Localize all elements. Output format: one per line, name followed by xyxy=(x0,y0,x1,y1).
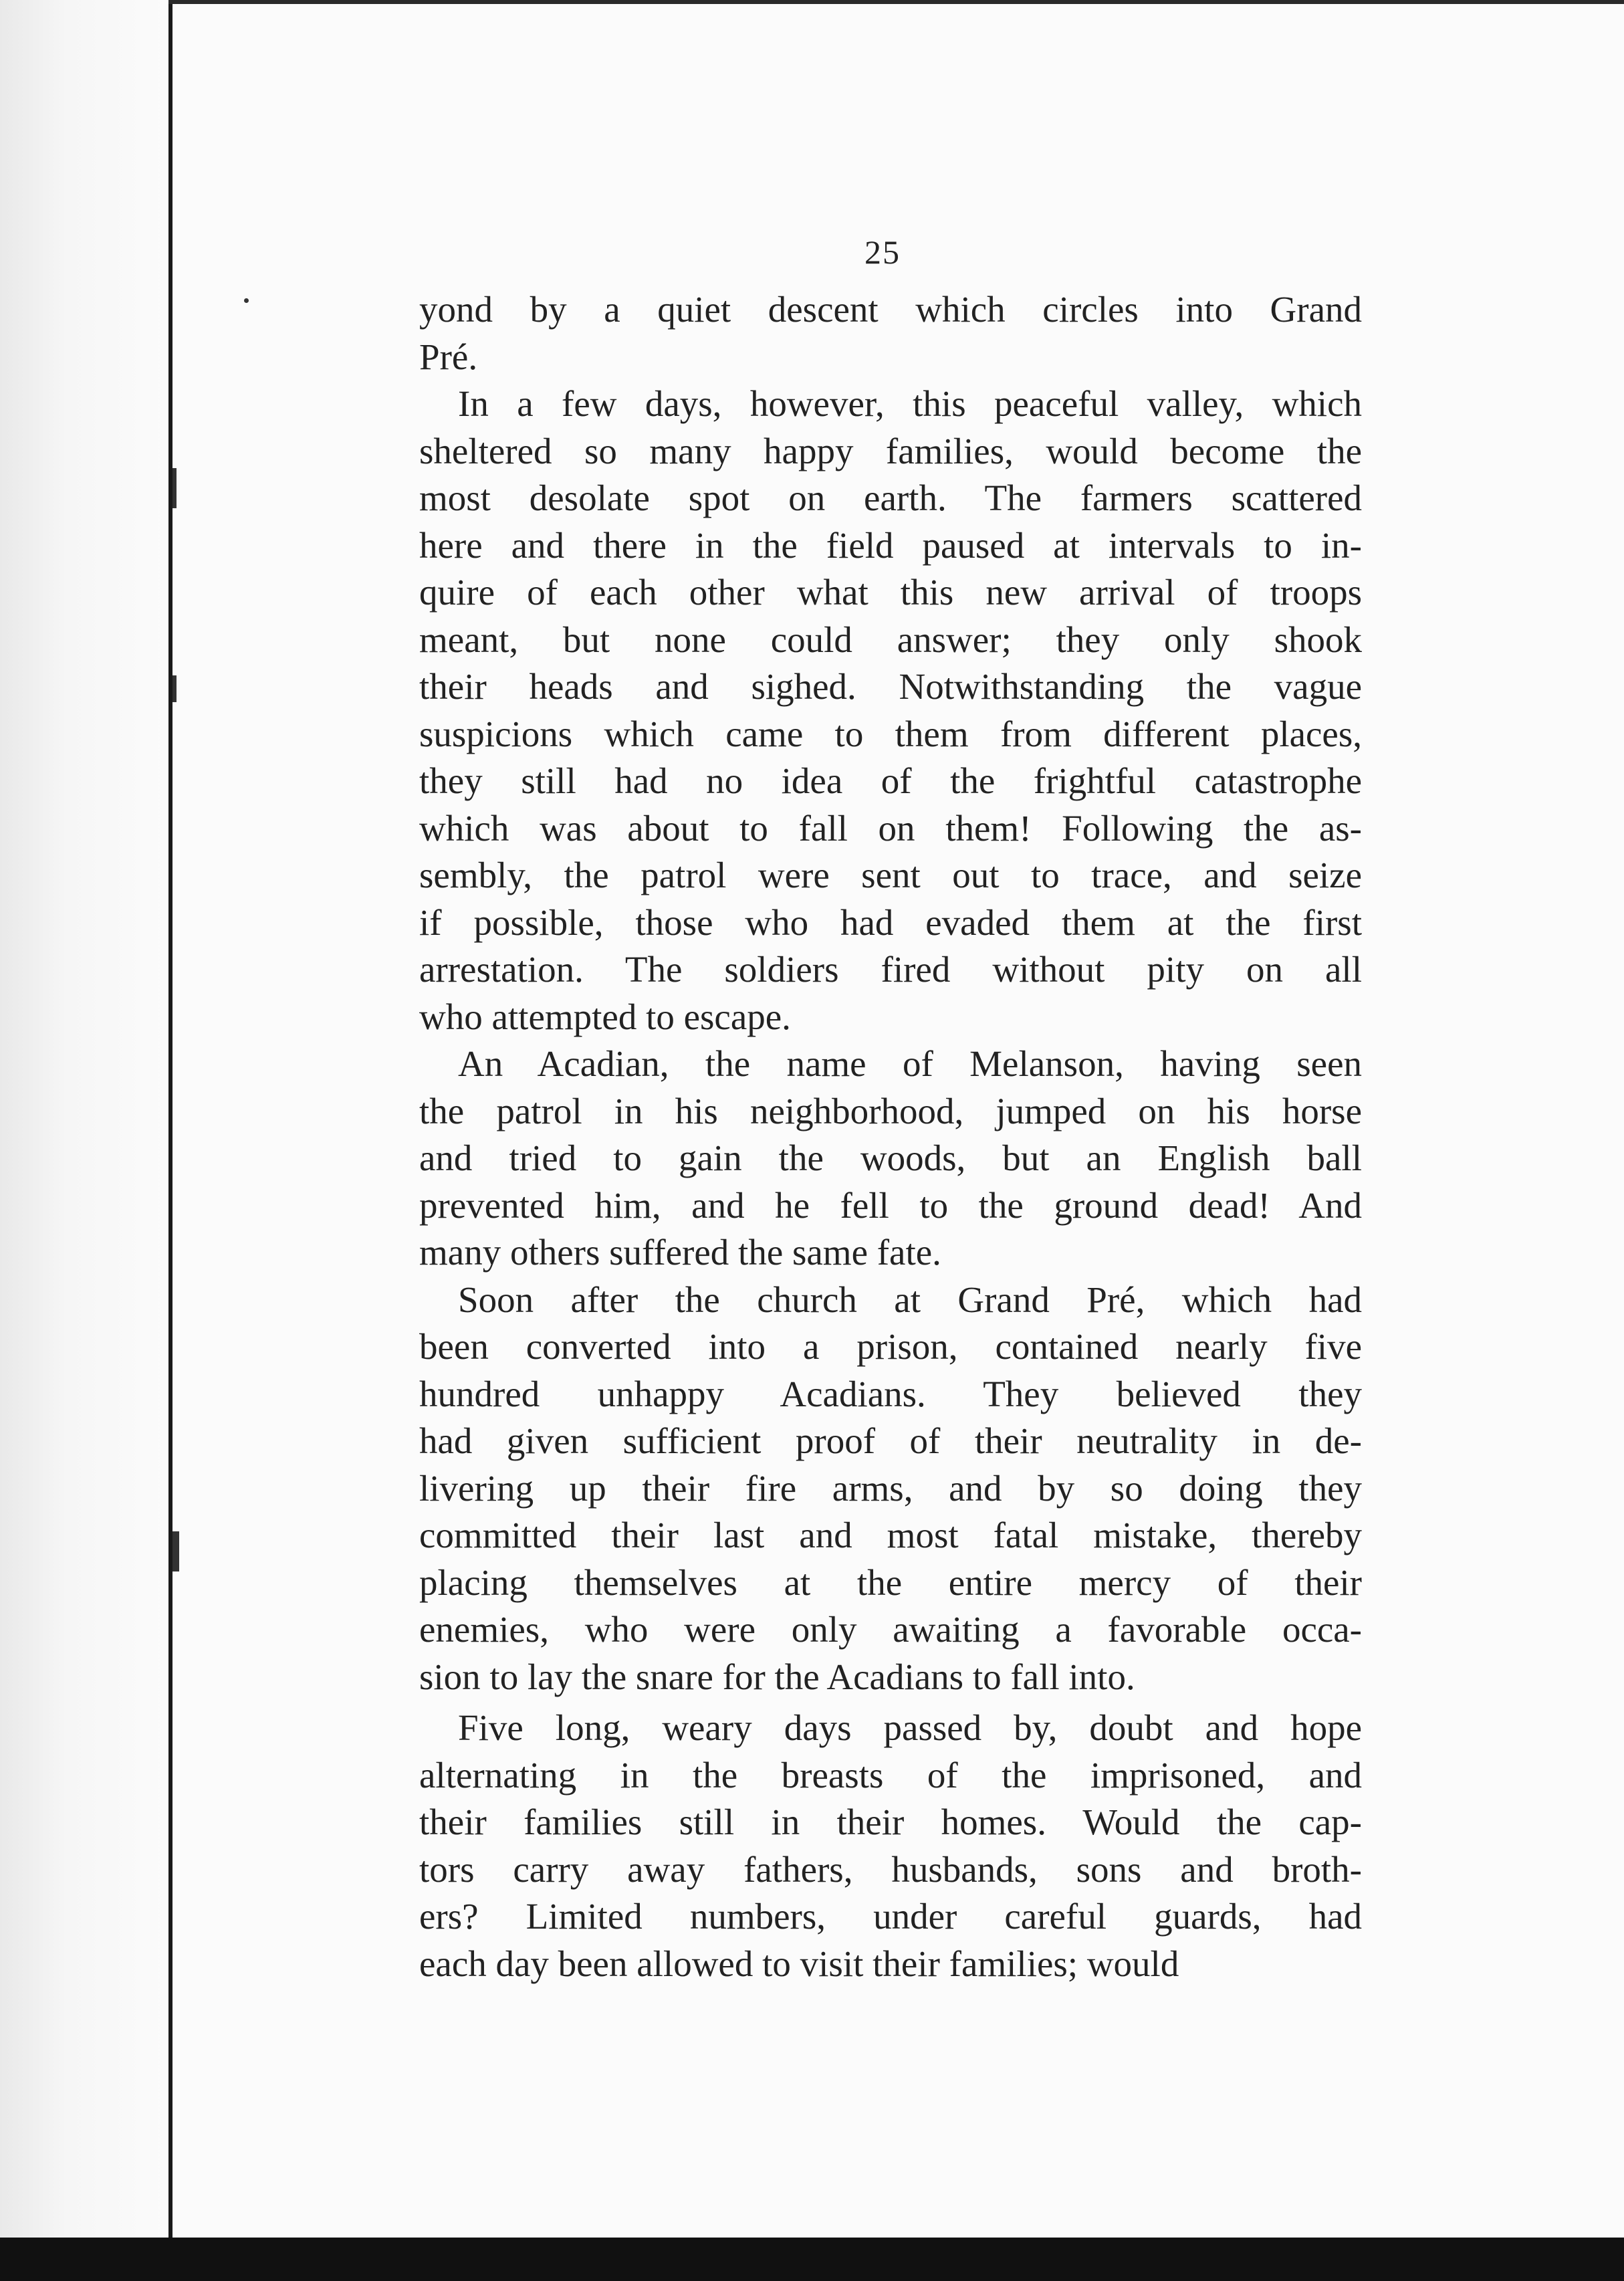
text-line: the patrol in his neighborhood, jumped on his horse xyxy=(419,1090,1362,1131)
text-line: ers? Limited numbers, under careful guards, had xyxy=(419,1896,1362,1937)
text-line: and tried to gain the woods, but an English ball xyxy=(419,1137,1362,1178)
text-line: had given sufficient proof of their neutrality in de- xyxy=(419,1420,1362,1461)
bottom-scan-border xyxy=(0,2238,1624,2281)
text-line: yond by a quiet descent which circles into Grand xyxy=(419,289,1362,330)
text-line: most desolate spot on earth. The farmers scattered xyxy=(419,477,1362,518)
text-line: alternating in the breasts of the imprisoned, and xyxy=(419,1754,1362,1796)
text-line: arrestation. The soldiers fired without pity on all xyxy=(419,949,1362,990)
text-line: placing themselves at the entire mercy of their xyxy=(419,1561,1362,1603)
spine-shadow xyxy=(0,0,167,2281)
text-line: In a few days, however, this peaceful valley, which xyxy=(458,383,1362,424)
text-line: livering up their fire arms, and by so doing they xyxy=(419,1467,1362,1509)
text-line: their heads and sighed. Notwithstanding the vague xyxy=(419,666,1362,707)
page-number: 25 xyxy=(864,233,901,271)
text-line: been converted into a prison, contained nearly five xyxy=(419,1326,1362,1367)
text-line: Five long, weary days passed by, doubt and hope xyxy=(458,1707,1362,1748)
text-line: committed their last and most fatal mistake, thereby xyxy=(419,1515,1362,1555)
text-line: enemies, who were only awaiting a favorable occa- xyxy=(419,1609,1362,1650)
text-line: prevented him, and he fell to the ground dead! And xyxy=(419,1184,1362,1226)
margin-tick xyxy=(172,675,177,702)
text-line: many others suffered the same fate. xyxy=(419,1232,941,1273)
text-line: Pré. xyxy=(419,336,478,377)
text-line: who attempted to escape. xyxy=(419,996,791,1037)
text-line: quire of each other what this new arrival of troops xyxy=(419,572,1362,613)
text-line: hundred unhappy Acadians. They believed they xyxy=(419,1373,1362,1414)
text-line: they still had no idea of the frightful catastrophe xyxy=(419,760,1362,801)
text-line: sembly, the patrol were sent out to trace, and seize xyxy=(419,855,1362,895)
text-line: here and there in the field paused at intervals to in- xyxy=(419,524,1362,566)
text-line: tors carry away fathers, husbands, sons and broth- xyxy=(419,1848,1362,1890)
text-line: each day been allowed to visit their families; would xyxy=(419,1943,1179,1984)
top-page-edge xyxy=(168,0,1624,4)
text-line: if possible, those who had evaded them at the first xyxy=(419,901,1362,943)
text-line: meant, but none could answer; they only shook xyxy=(419,619,1362,660)
margin-tick xyxy=(172,468,177,508)
text-line: which was about to fall on them! Following the as- xyxy=(419,807,1362,849)
text-line: suspicions which came to them from different places, xyxy=(419,713,1362,754)
text-line: Soon after the church at Grand Pré, which had xyxy=(458,1279,1362,1320)
margin-speck xyxy=(244,298,249,303)
text-line: sheltered so many happy families, would become the xyxy=(419,430,1362,471)
binding-edge xyxy=(168,0,172,2267)
body-text xyxy=(419,286,1362,1987)
text-line: sion to lay the snare for the Acadians to fall into. xyxy=(419,1656,1135,1697)
text-line: An Acadian, the name of Melanson, having seen xyxy=(458,1043,1362,1084)
text-line: their families still in their homes. Would the cap- xyxy=(419,1802,1362,1842)
margin-tick xyxy=(172,1531,179,1571)
